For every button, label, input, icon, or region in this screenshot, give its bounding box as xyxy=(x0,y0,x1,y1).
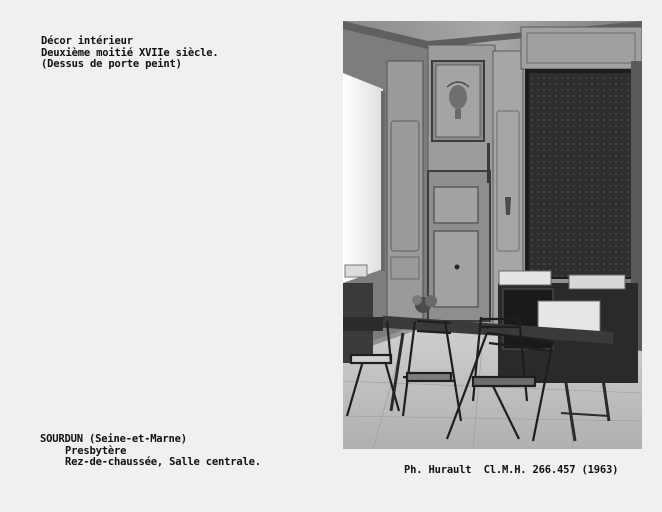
caption-line-date: Deuxième moitié XVIIe siècle. xyxy=(41,46,219,59)
photo-credit: Ph. Hurault Cl.M.H. 266.457 (1963) xyxy=(404,464,619,476)
interior-photograph xyxy=(343,21,642,449)
caption-room: Rez-de-chaussée, Salle centrale. xyxy=(65,456,261,468)
caption-building: Presbytère xyxy=(65,444,127,457)
caption-line-decor: Décor intérieur xyxy=(41,35,133,47)
caption-line-detail: (Dessus de porte peint) xyxy=(41,58,182,70)
caption-place: SOURDUN (Seine-et-Marne) xyxy=(40,433,187,445)
location-caption xyxy=(40,434,261,469)
subject-caption xyxy=(41,36,219,71)
